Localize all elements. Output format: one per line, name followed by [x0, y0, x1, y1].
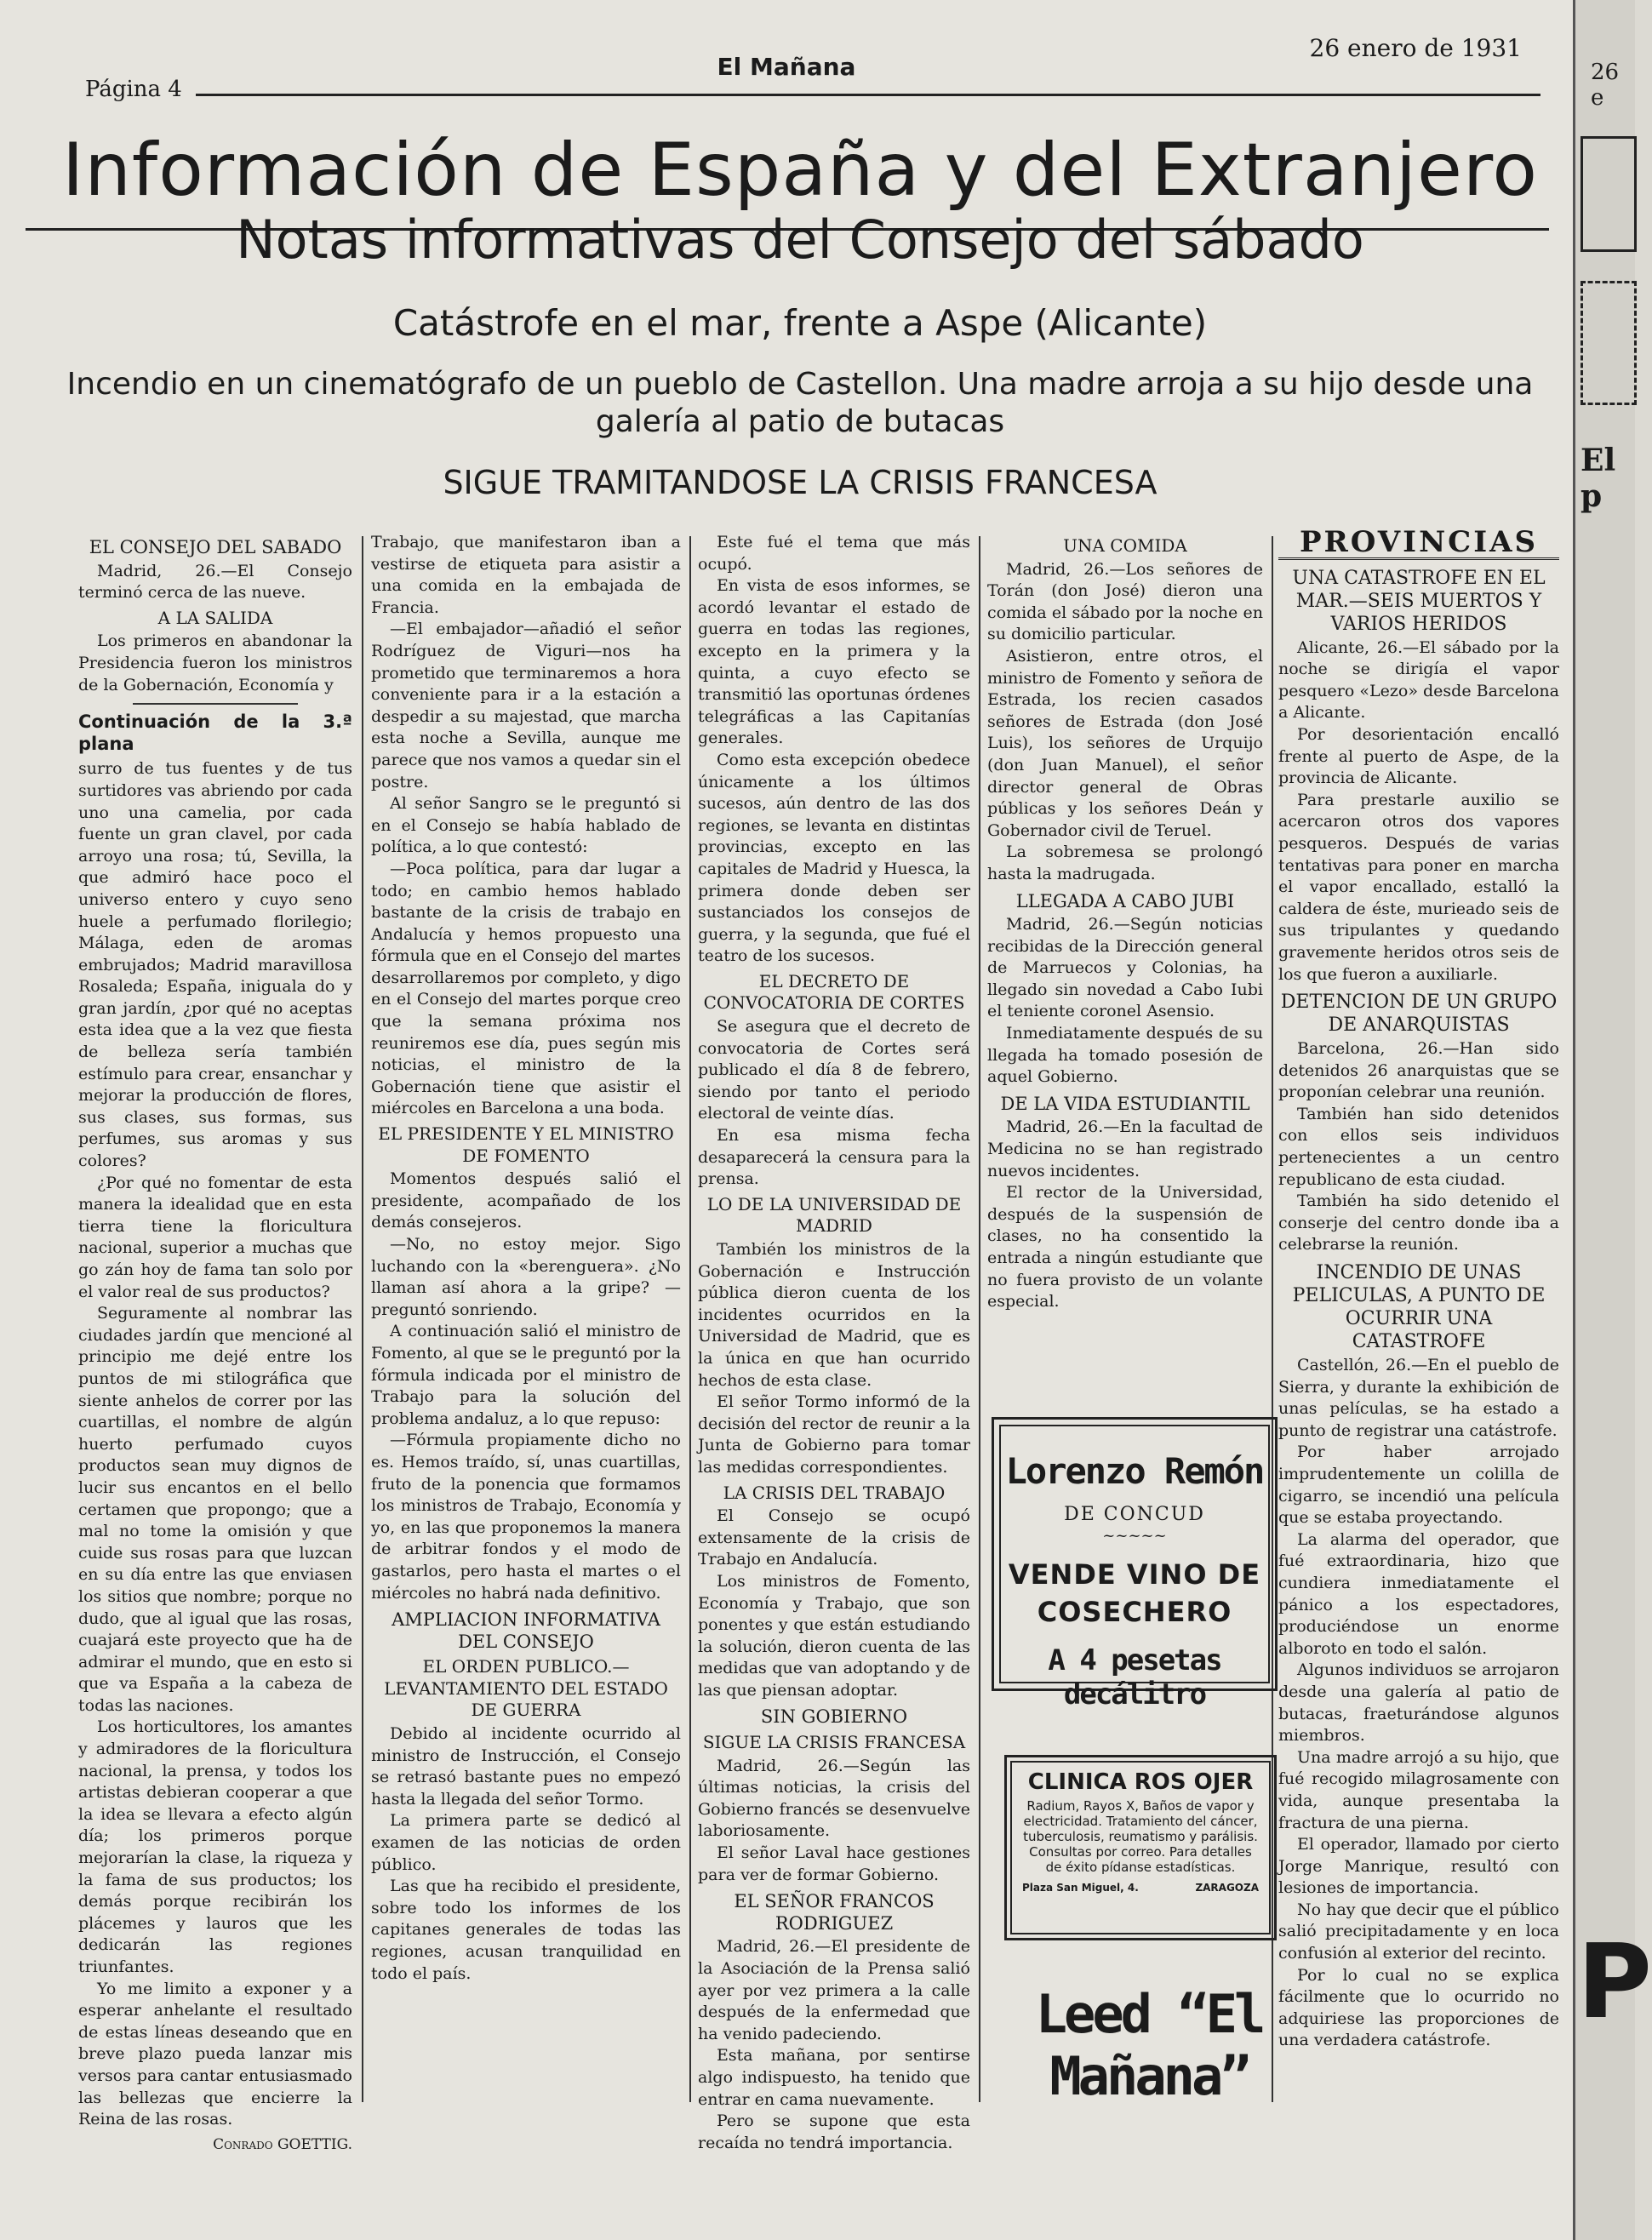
paragraph: surro de tus fuentes y de tus surtidores vas abriendo por cada uno una camelia, por cada fuente un gran clavel, por cada arroyo una rosa; tú, Sevilla, la que admiró hace poco el universo entero y cuyo seno huele a perfumado florilegio; Málaga, eden de aromas embrujados; Madrid maravillosa Rosaleda; España, iniguala do y gran jardín, ¿por qué no aceptas esta idea que a la vez que fiesta de belleza sería también estímulo para crear, ensanchar y mejorar la producción de flores, sus clases, sus formas, sus perfumes, sus aromas y sus colores?	[78, 759, 352, 1171]
paragraph: Por haber arrojado imprudentemente un colilla de cigarro, se incendió una película que se estaba proyectando.	[1278, 1443, 1559, 1528]
paragraph: —El embajador—añadió el señor Rodríguez de Viguri—nos ha prometido que terminaremos a hora conveniente para ir a la estación a despedir a su majestad, que marcha esta noche a Sevilla, aunque me parece que nos vamos a quedar sin el postre.	[371, 620, 681, 791]
paragraph: Alicante, 26.—El sábado por la noche se dirigía el vapor pesquero «Lezo» desde Barcelona a Alicante.	[1278, 637, 1559, 723]
section-heading: SIGUE LA CRISIS FRANCESA	[702, 1732, 966, 1753]
ad-footer	[1022, 1882, 1259, 1894]
ad-description: Radium, Rayos X, Baños de vapor y electricidad. Tratamiento del cáncer, tuberculosis, reumatismo y parálisis. Consultas por correo. Para detalles de éxito pídanse estadísticas.	[1023, 1798, 1258, 1875]
paragraph: Inmediatamente después de su llegada ha tomado posesión de aquel Gobierno.	[987, 1024, 1263, 1087]
paragraph: Como esta excepción obedece únicamente a los últimos sucesos, aún dentro de las dos regiones, se levanta en distintas provincias, excepto en las capitales de Madrid y Huesca, la primera donde deben ser sustanciados los consejos de guerra, y la segunda, que fué el teatro de los sucesos.	[698, 750, 970, 966]
consejo-headline: Notas informativas del Consejo del sábado	[236, 209, 1364, 271]
paragraph: Los horticultores, los amantes y admiradores de la floricultura nacional, la prensa, y todos los artistas debieran cooperar a que la idea se llevara a efecto algún día; los primeros porque mejorarían la clase, la riqueza y la fama de sus productos; los demás porque recibirán los plácemes y lauros que les dedicarán las regiones triunfantes.	[78, 1717, 352, 1976]
paragraph: ¿Por qué no fomentar de esta manera la idealidad que en esta tierra tiene la floricultura nacional, superior a muchas que go zán hoy de fama tan solo por el valor real de sus productos?	[78, 1173, 352, 1301]
continuation-heading: Continuación de la 3.ª plana	[78, 711, 352, 754]
ad-frame	[999, 1425, 1270, 1711]
paragraph: Madrid, 26.—Según las últimas noticias, la crisis del Gobierno francés se desenvuelve laboriosamente.	[698, 1756, 970, 1841]
paragraph: Por lo cual no se explica fácilmente que lo ocurrido no adquiriese las proporciones de una verdadera catástrofe.	[1278, 1965, 1559, 2050]
paragraph: También ha sido detenido el conserje del centro donde iba a celebrarse la reunión.	[1278, 1191, 1559, 1254]
edge-illustration-box	[1581, 281, 1637, 405]
paragraph: Trabajo, que manifestaron iban a vestirse de etiqueta para asistir a una comida en la embajada de Francia.	[371, 533, 681, 617]
paragraph: Una madre arrojó a su hijo, que fué recogido milagrosamente con vida, aunque presentaba la fractura de una pierna.	[1278, 1747, 1559, 1832]
paragraph: Madrid, 26.—Los señores de Torán (don José) dieron una comida el sábado por la noche en su domicilio particular.	[987, 559, 1263, 644]
paragraph: —Fórmula propiamente dicho no es. Hemos traído, sí, unas cuartillas, fruto de la ponencia que formamos los ministros de Trabajo, Economía y yo, en las que proponemos la manera de arbitrar fondos y el modo de gastarlos, pero hasta el martes o el miércoles no habrá nada definitivo.	[371, 1431, 681, 1603]
section-heading: UNA COMIDA	[1063, 535, 1187, 556]
paragraph: Los primeros en abandonar la Presidencia fueron los ministros de la Gobernación, Economía y	[78, 631, 352, 694]
paragraph: El señor Laval hace gestiones para ver de formar Gobierno.	[698, 1843, 970, 1884]
column-2	[371, 532, 681, 1985]
paragraph: Debido al incidente ocurrido al ministro de Instrucción, el Consejo se retrasó bastante pues no empezó hasta la llegada del señor Tormo.	[371, 1724, 681, 1809]
paragraph: No hay que decir que el público salió precipitadamente y en loca confusión al exterior del recinto.	[1278, 1900, 1559, 1963]
paragraph: En vista de esos informes, se acordó levantar el estado de guerra en todas las regiones, excepto en la primera y la quinta, a cuyo efecto se transmitió las oportunas órdenes telegráficas a las Capitanías generales.	[698, 576, 970, 748]
paragraph: El operador, llamado por cierto Jorge Manrique, resultó con lesiones de importancia.	[1278, 1835, 1559, 1898]
edge-big-letter: P	[1577, 1923, 1652, 2042]
ornament: ~~~~~	[1102, 1527, 1167, 1545]
main-headline: Información de España y del Extranjero	[62, 128, 1538, 213]
column-rule	[689, 536, 691, 2102]
section-heading: EL SEÑOR FRANCOS RODRIGUEZ	[734, 1891, 935, 1934]
paragraph: Madrid, 26.—El presidente de la Asociación de la Prensa salió ayer por vez primera a la calle después de la enfermedad que ha venido padeciendo.	[698, 1937, 970, 2043]
catastrofe-headline: Catástrofe en el mar, frente a Aspe (Alicante)	[392, 302, 1208, 344]
section-heading: LA CRISIS DEL TRABAJO	[723, 1482, 946, 1503]
next-page-edge	[1573, 0, 1652, 2240]
section-heading: LLEGADA A CABO JUBI	[1015, 890, 1235, 911]
separator	[133, 703, 297, 705]
provincias-heading: PROVINCIAS	[1278, 532, 1559, 560]
section-heading: A LA SALIDA	[157, 607, 273, 628]
ad-city: ZARAGOZA	[1195, 1882, 1259, 1894]
section-heading: LO DE LA UNIVERSIDAD DE MADRID	[706, 1193, 962, 1237]
paragraph: Este fué el tema que más ocupó.	[698, 533, 970, 574]
ad-clinic-name: CLINICA ROS OJER	[1027, 1769, 1254, 1795]
section-heading: INCENDIO DE UNAS PELICULAS, A PUNTO DE OCURRIR UNA CATASTROFE	[1292, 1262, 1546, 1353]
edge-ad-box	[1581, 136, 1637, 252]
ad-address: Plaza San Miguel, 4.	[1022, 1882, 1139, 1894]
ad-town: DE CONCUD	[1064, 1504, 1205, 1525]
column-3	[698, 532, 970, 2154]
paragraph: Barcelona, 26.—Han sido detenidos 26 anarquistas que se proponían celebrar una reunión.	[1278, 1039, 1559, 1102]
paragraph: Los ministros de Fomento, Economía y Trabajo, que son ponentes y que están estudiando la solución, dieron cuenta de las medidas que van adoptando y de las que piensan adoptar.	[698, 1571, 970, 1700]
edge-date: 26 e	[1591, 60, 1620, 111]
paragraph: Momentos después salió el presidente, acompañado de los demás consejeros.	[371, 1169, 681, 1232]
section-heading: EL CONSEJO DEL SABADO	[89, 537, 342, 557]
paragraph: —Poca política, para dar lugar a todo; en cambio hemos hablado bastante de la crisis de trabajo en Andalucía y hemos propuesto una fórmula que en el Consejo del martes desarrollaremos por completo, y digo en el Consejo del martes porque creo que la semana próxima nos reuniremos ese día, pues según mis noticias, el ministro de la Gobernación tiene que asistir el miércoles en Barcelona a una boda.	[371, 859, 681, 1118]
column-4	[987, 532, 1263, 1313]
clinica-ros-ojer-ad	[1004, 1755, 1277, 1940]
paragraph: Al señor Sangro se le preguntó si en el Consejo se había hablado de política, a lo que contestó:	[371, 794, 681, 857]
section-heading: EL DECRETO DE CONVOCATORIA DE CORTES	[703, 970, 965, 1014]
paragraph: Esta mañana, por sentirse algo indispuesto, ha tenido que entrar en cama nuevamente.	[698, 2046, 970, 2109]
ad-line: COSECHERO	[1037, 1596, 1232, 1628]
header-rule	[196, 94, 1541, 96]
column-1	[78, 532, 352, 2156]
incendio-headline: Incendio en un cinematógrafo de un pueblo de Castellon. Una madre arroja a su hijo desde una galería al patio de butacas	[66, 367, 1534, 439]
paragraph: Para prestarle auxilio se acercaron otros dos vapores pesqueros. Después de varias tentativas para poner en marcha el vapor encallado, estalló la caldera de éste, murieado seis de sus tripulantes y quedando gravemente heridos otros seis de los que fueron a auxiliarle.	[1278, 790, 1559, 984]
ad-advertiser: Lorenzo Remón	[1005, 1450, 1264, 1492]
paragraph: —No, no estoy mejor. Sigo luchando con la «berenguera». ¿No llaman así ahora a la gripe? —preguntó sonriendo.	[371, 1235, 681, 1319]
section-heading: AMPLIACION INFORMATIVA DEL CONSEJO	[392, 1609, 660, 1652]
section-heading: EL ORDEN PUBLICO.—LEVANTAMIENTO DEL ESTADO DE GUERRA	[384, 1656, 668, 1721]
section-heading: UNA CATASTROFE EN EL MAR.—SEIS MUERTOS Y VARIOS HERIDOS	[1292, 567, 1546, 635]
leed-el-manana-ad: Leed “El Mañana”	[1035, 1983, 1263, 2107]
paragraph: Seguramente al nombrar las ciudades jardín que mencioné al principio me dejé entre los puntos de mi stilográfica que siente anhelos de correr por las cuartillas, el nombre de algún huerto perfumado cuyos productos sean muy dignos de lucir sus encantos en el bello certamen que propongo; que a mal no tome la omisión y que cuide sus rosas para que luzcan en su día entre las que enviasen los sitios que nombre; porque no dudo, que al igual que las rosas, cuajará este proyecto que ha de admirar el mundo, que en esto si que va España a la cabeza de todas las naciones.	[78, 1304, 352, 1715]
paragraph: Madrid, 26.—El Consejo terminó cerca de las nueve.	[78, 561, 352, 603]
paragraph: El señor Tormo informó de la decisión del rector de reunir a la Junta de Gobierno para tomar las medidas correspondientes.	[698, 1392, 970, 1477]
paragraph: La primera parte se dedicó al examen de las noticias de orden público.	[371, 1811, 681, 1874]
paragraph: La sobremesa se prolongó hasta la madrugada.	[987, 843, 1263, 883]
newspaper-name: El Mañana	[717, 53, 856, 81]
paragraph: Se asegura que el decreto de convocatoria de Cortes será publicado el día 8 de febrero, siendo por tanto el periodo electoral de veinte días.	[698, 1017, 970, 1123]
column-rule	[362, 536, 363, 2102]
paragraph: Por desorientación encalló frente al puerto de Aspe, de la provincia de Alicante.	[1278, 724, 1559, 788]
paragraph: Madrid, 26.—Según noticias recibidas de la Dirección general de Marruecos y Colonias, ha llegado sin novedad a Cabo Iubi el teniente coronel Asensio.	[987, 915, 1263, 1021]
paragraph: El rector de la Universidad, después de la suspensión de clases, no ha consentido la entrada a ningún estudiante que no fuera provisto de un volante especial.	[987, 1183, 1263, 1311]
paragraph: El Consejo se ocupó extensamente de la crisis de Trabajo en Andalucía.	[698, 1506, 970, 1569]
ad-price: A 4 pesetas decálitro	[1048, 1643, 1221, 1711]
issue-date: 26 enero de 1931	[1309, 34, 1522, 62]
ad-line: VENDE VINO DE	[1008, 1558, 1261, 1591]
paragraph: Asistieron, entre otros, el ministro de Fomento y señora de Estrada, los recien casados señores de Estrada (don José Luis), los señores de Urquijo (don Juan Manuel), el señor director general de Obras públicas y los señores Deán y Gobernador civil de Teruel.	[987, 646, 1263, 840]
section-heading: DETENCION DE UN GRUPO DE ANARQUISTAS	[1280, 991, 1558, 1037]
paragraph: También los ministros de la Gobernación e Instrucción pública dieron cuenta de los incidentes ocurridos en la Universidad de Madrid, que es la única en que han ocurrido hechos de esta clase.	[698, 1240, 970, 1390]
paragraph: A continuación salió el ministro de Fomento, al que se le preguntó por la fórmula indicada por el ministro de Trabajo para la solución del problema andaluz, a lo que repuso:	[371, 1322, 681, 1428]
section-heading: SIN GOBIERNO	[760, 1706, 908, 1728]
paragraph: Las que ha recibido el presidente, sobre todo los informes de los capitanes generales de todas las regiones, acusan tranquilidad en todo el país.	[371, 1877, 681, 1983]
paragraph: Yo me limito a exponer y a esperar anhelante el resultado de estas líneas deseando que en breve plazo pueda lanzar mis versos para cantar entusiasmado las bellezas que encierre la Reina de las rosas.	[78, 1979, 352, 2129]
column-rule	[979, 536, 980, 2102]
ad-frame	[1010, 1761, 1271, 1934]
crisis-headline: SIGUE TRAMITANDOSE LA CRISIS FRANCESA	[443, 464, 1158, 501]
paragraph: Madrid, 26.—En la facultad de Medicina no se han registrado nuevos incidentes.	[987, 1117, 1263, 1180]
paragraph: La alarma del operador, que fué extraordinaria, hizo que cundiera inmediatamente el pánico a los espectadores, produciéndose un enorme alboroto en todo el salón.	[1278, 1529, 1559, 1658]
paragraph: Pero se supone que esta recaída no tendrá importancia.	[698, 2111, 970, 2152]
edge-heading: El p	[1581, 443, 1616, 514]
page-number: Página 4	[85, 77, 182, 102]
column-5	[1278, 525, 1559, 2052]
lorenzo-remon-ad	[992, 1417, 1278, 1711]
paragraph: También han sido detenidos con ellos seis individuos pertenecientes a un centro republicano de esta ciudad.	[1278, 1104, 1559, 1189]
section-heading: EL PRESIDENTE Y EL MINISTRO DE FOMENTO	[378, 1123, 674, 1166]
paragraph: En esa misma fecha desaparecerá la censura para la prensa.	[698, 1126, 970, 1189]
paragraph: Castellón, 26.—En el pueblo de Sierra, y durante la exhibición de unas películas, se ha estado a punto de registrar una catástrofe.	[1278, 1356, 1559, 1440]
paragraph: Algunos individuos se arrojaron desde una galería al patio de butacas, fraeturándose algunos miembros.	[1278, 1660, 1559, 1746]
section-heading: DE LA VIDA ESTUDIANTIL	[1000, 1093, 1250, 1114]
author-signature: Conrado GOETTIG.	[213, 2135, 352, 2153]
